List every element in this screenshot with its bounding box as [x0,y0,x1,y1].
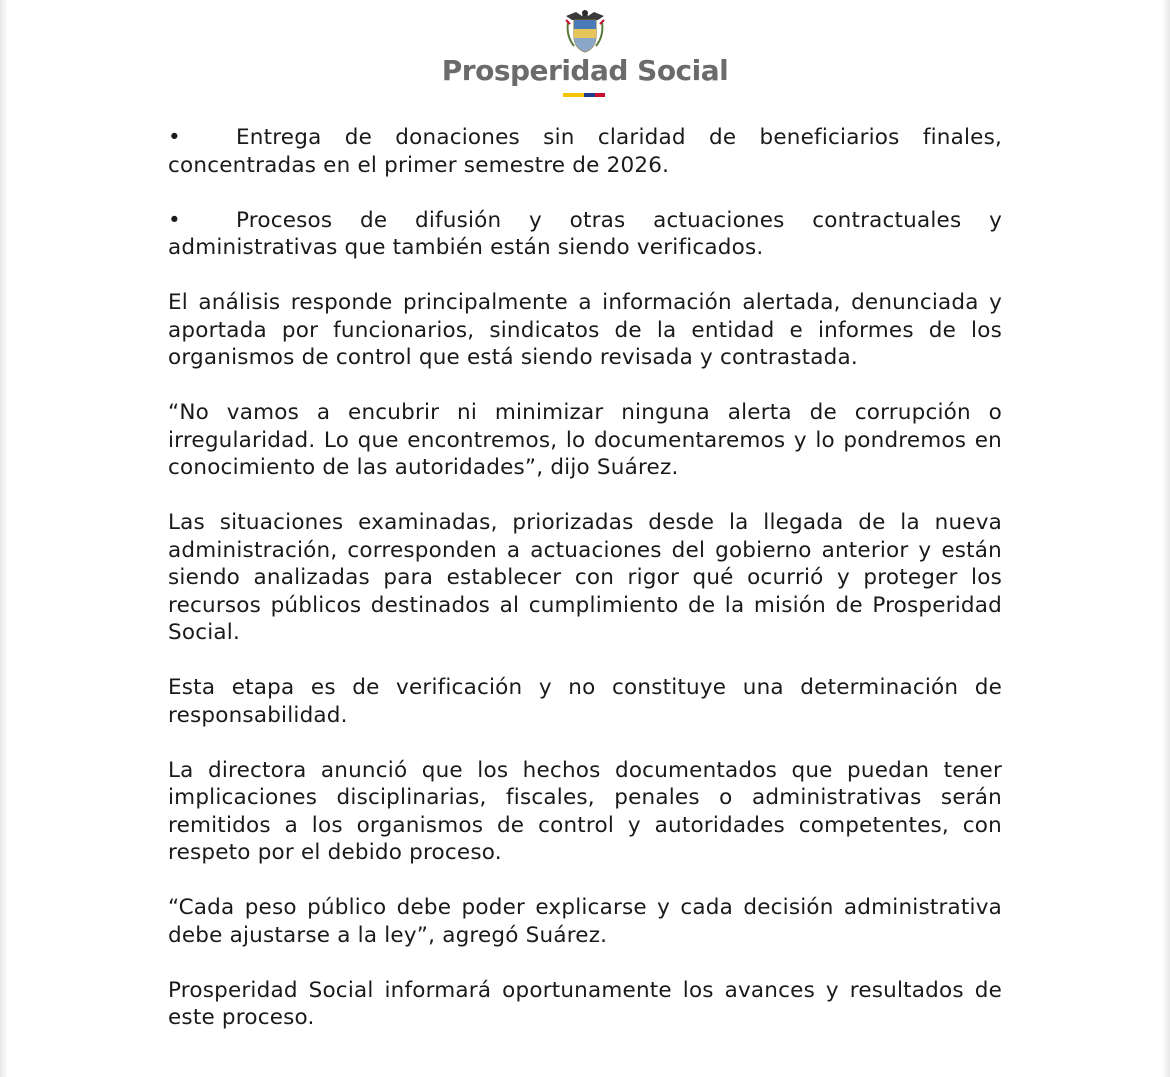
paragraph: El análisis responde principalmente a información alertada, denunciada y aportada por funcionarios, sindicatos de la entidad e informes de los organismos de control que está siendo revisada y contrastada. [168,290,1002,370]
flag-color-bar [563,93,605,97]
colombia-coat-of-arms-icon [562,6,608,56]
paragraph: Prosperidad Social informará oportunamente los avances y resultados de este proceso. [168,977,1002,1030]
quote-paragraph: “No vamos a encubrir ni minimizar ninguna alerta de corrupción o irregularidad. Lo que encontremos, lo documentaremos y lo pondremos en conocimiento de las autoridades”, dijo Suárez. [168,400,1002,480]
bullet-item [168,207,1002,262]
paragraph: Esta etapa es de verificación y no constituye una determinación de responsabilidad. [168,675,1002,728]
document-body [168,124,1002,1059]
bullet-item [168,124,1002,179]
bullet-symbol: • [168,207,181,233]
flag-yellow-stripe [563,93,584,97]
bullet-text: Entrega de donaciones sin claridad de beneficiarios finales, concentradas en el primer semestre de 2026. [168,125,1002,178]
page-edge [1162,0,1170,1077]
flag-red-stripe [595,93,606,97]
bullet-text: Procesos de difusión y otras actuaciones contractuales y administrativas que también están siendo verificados. [168,207,1002,260]
document-header [0,0,1170,110]
quote-paragraph: “Cada peso público debe poder explicarse y cada decisión administrativa debe ajustarse a la ley”, agregó Suárez. [168,895,1002,948]
paragraph: Las situaciones examinadas, priorizadas desde la llegada de la nueva administración, corresponden a actuaciones del gobierno anterior y están siendo analizadas para establecer con rigor qué ocurrió y proteger los recursos públicos destinados al cumplimiento de la misión de Prosperidad Social. [168,510,1002,645]
brand-name: Prosperidad Social [441,54,729,87]
bullet-symbol: • [168,125,181,150]
flag-blue-stripe [584,93,595,97]
page-edge [0,0,8,1077]
paragraph: La directora anunció que los hechos documentados que puedan tener implicaciones disciplinarias, fiscales, penales o administrativas serán remitidos a los organismos de control y autoridades competentes, con respeto por el debido proceso. [168,757,1002,865]
